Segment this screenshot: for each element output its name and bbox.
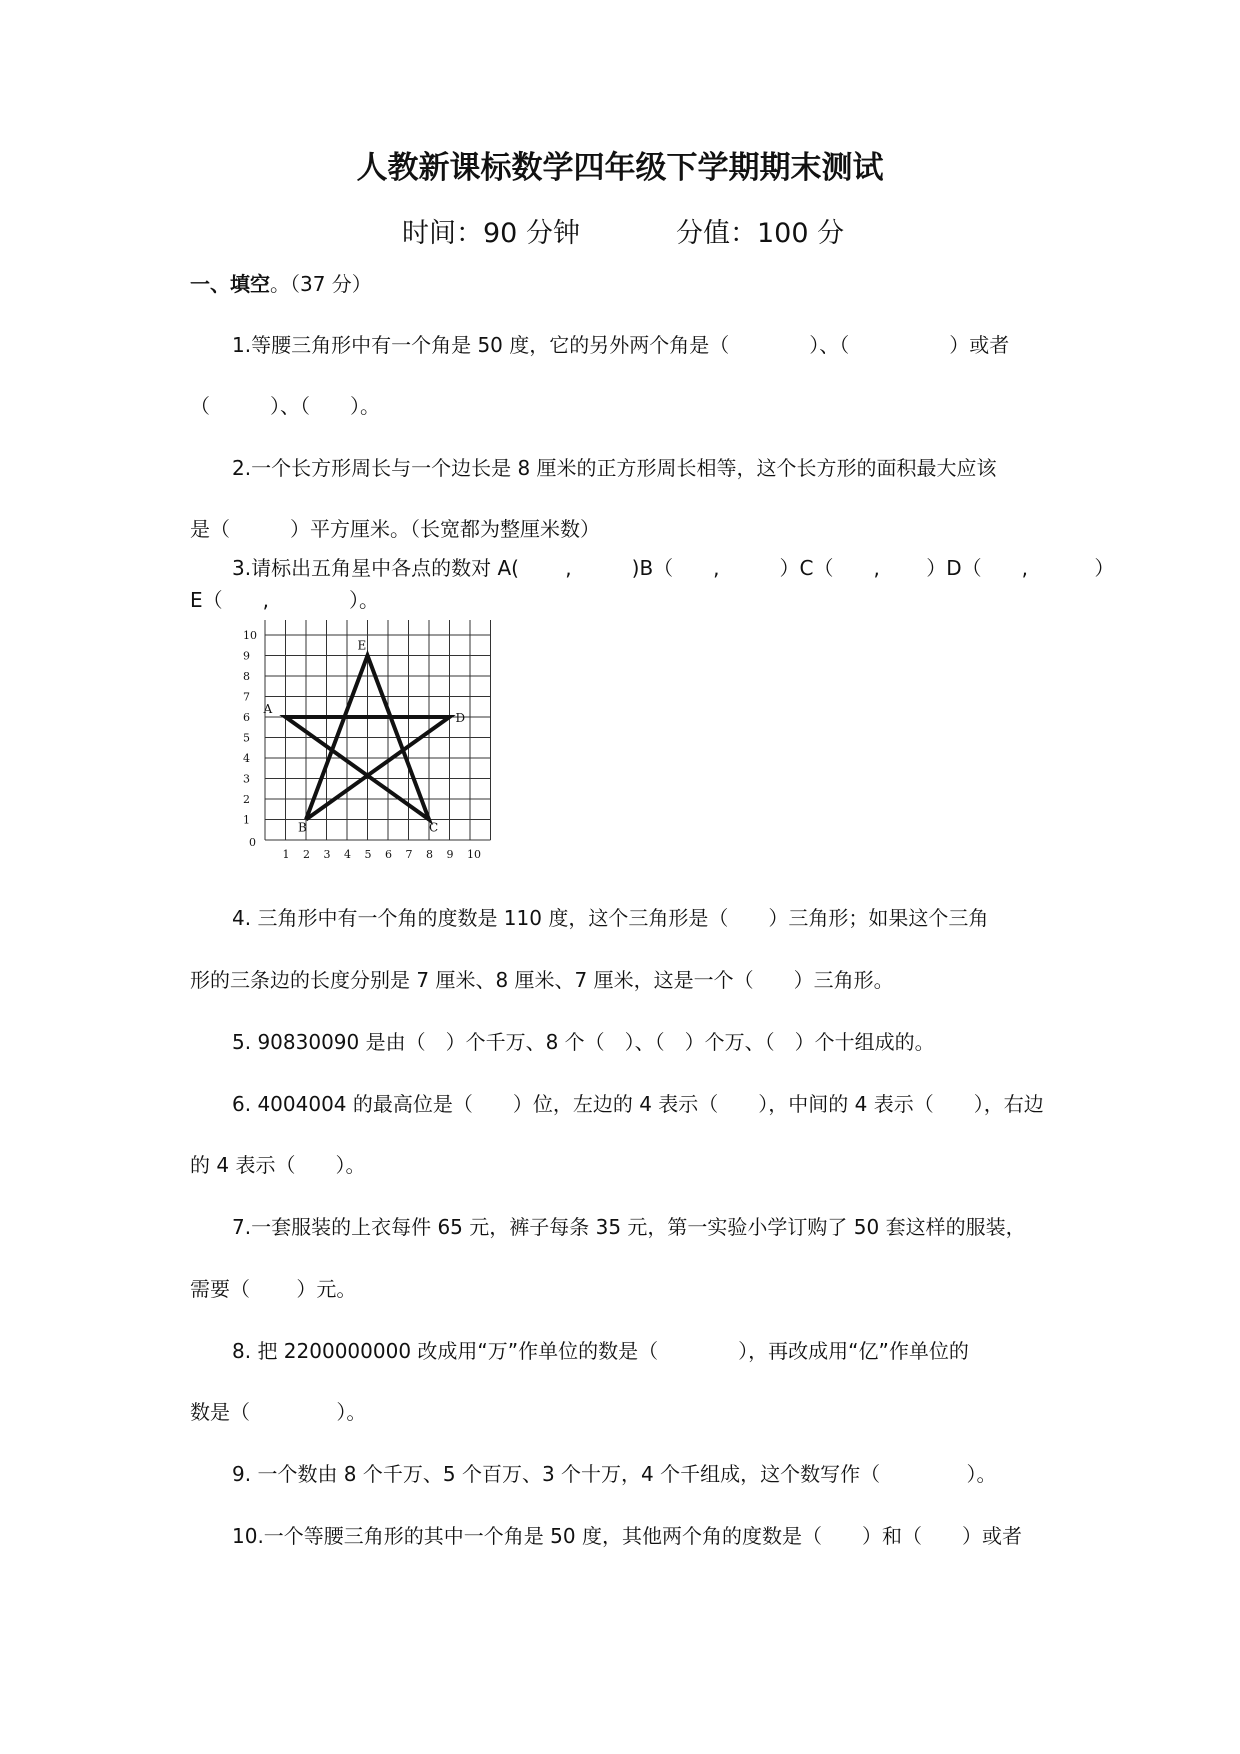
x-tick-label: 8 bbox=[426, 848, 433, 861]
point-label-c: C bbox=[429, 820, 439, 835]
q8-line2: 数是（ ）。 bbox=[190, 1400, 367, 1424]
star-coordinate-figure bbox=[225, 620, 565, 865]
q7-line2: 需要（ ）元。 bbox=[190, 1277, 357, 1301]
q5: 5. 90830090 是由（ ）个千万、8 个（ ）、（ ）个万、（ ）个十组成的。 bbox=[232, 1030, 935, 1054]
exam-time: 时间：90 分钟 bbox=[402, 218, 580, 249]
y-tick-label: 10 bbox=[243, 629, 257, 642]
q3-line1: 3.请标出五角星中各点的数对 A( , )B（ , ）C（ , ）D（ , ） bbox=[232, 556, 1115, 580]
q9: 9. 一个数由 8 个千万、5 个百万、3 个十万，4 个千组成，这个数写作（ ）。 bbox=[232, 1462, 997, 1486]
q10-line1: 10.一个等腰三角形的其中一个角是 50 度，其他两个角的度数是（ ）和（ ）或者 bbox=[232, 1524, 1022, 1548]
x-tick-label: 4 bbox=[344, 848, 351, 861]
section-label: 一、填空 bbox=[190, 272, 270, 296]
q1-line2: （ ）、（ ）。 bbox=[190, 394, 380, 418]
q8-line1: 8. 把 2200000000 改成用“万”作单位的数是（ ），再改成用“亿”作单位的 bbox=[232, 1339, 969, 1363]
y-tick-label: 7 bbox=[243, 690, 250, 704]
point-label-e: E bbox=[357, 638, 367, 653]
q4-line1: 4. 三角形中有一个角的度数是 110 度，这个三角形是（ ）三角形；如果这个三角 bbox=[232, 906, 989, 930]
section-points: 。（37 分） bbox=[270, 272, 372, 296]
q2-line1: 2.一个长方形周长与一个边长是 8 厘米的正方形周长相等，这个长方形的面积最大应该 bbox=[232, 456, 997, 480]
y-tick-label: 6 bbox=[243, 711, 250, 724]
page-title: 人教新课标数学四年级下学期期末测试 bbox=[356, 150, 884, 186]
y-tick-label: 3 bbox=[243, 772, 250, 786]
x-tick-label: 10 bbox=[467, 848, 481, 861]
x-tick-label: 1 bbox=[282, 848, 290, 861]
y-tick-label: 4 bbox=[243, 752, 250, 765]
q6-line2: 的 4 表示（ ）。 bbox=[190, 1153, 366, 1177]
q4-line2: 形的三条边的长度分别是 7 厘米、8 厘米、7 厘米，这是一个（ ）三角形。 bbox=[190, 968, 894, 992]
q7-line1: 7.一套服装的上衣每件 65 元，裤子每条 35 元，第一实验小学订购了 50 套这样的服装， bbox=[232, 1215, 1026, 1239]
q2-line2: 是（ ）平方厘米。（长宽都为整厘米数） bbox=[190, 517, 600, 541]
point-label-b: B bbox=[298, 820, 307, 835]
q1-line1: 1.等腰三角形中有一个角是 50 度，它的另外两个角是（ ）、（ ）或者 bbox=[232, 333, 1010, 357]
q6-line1: 6. 4004004 的最高位是（ ）位，左边的 4 表示（ ），中间的 4 表示（ ），右边 bbox=[232, 1092, 1044, 1116]
point-label-a: A bbox=[263, 702, 273, 716]
q3-line2: E（ , ）。 bbox=[190, 588, 379, 612]
x-tick-label: 6 bbox=[385, 848, 392, 861]
x-tick-label: 2 bbox=[303, 848, 310, 861]
x-tick-label: 5 bbox=[364, 848, 372, 861]
y-tick-label: 8 bbox=[243, 670, 250, 683]
exam-score: 分值：100 分 bbox=[676, 218, 845, 249]
y-tick-label: 5 bbox=[243, 731, 250, 745]
x-tick-label: 0 bbox=[249, 836, 256, 849]
x-tick-label: 3 bbox=[323, 848, 331, 861]
y-tick-label: 2 bbox=[243, 793, 250, 806]
x-tick-label: 9 bbox=[446, 848, 454, 861]
y-tick-label: 1 bbox=[243, 813, 250, 827]
section-heading bbox=[190, 272, 372, 296]
y-tick-label: 9 bbox=[243, 649, 250, 663]
point-label-d: D bbox=[455, 711, 466, 725]
x-tick-label: 7 bbox=[405, 848, 413, 861]
